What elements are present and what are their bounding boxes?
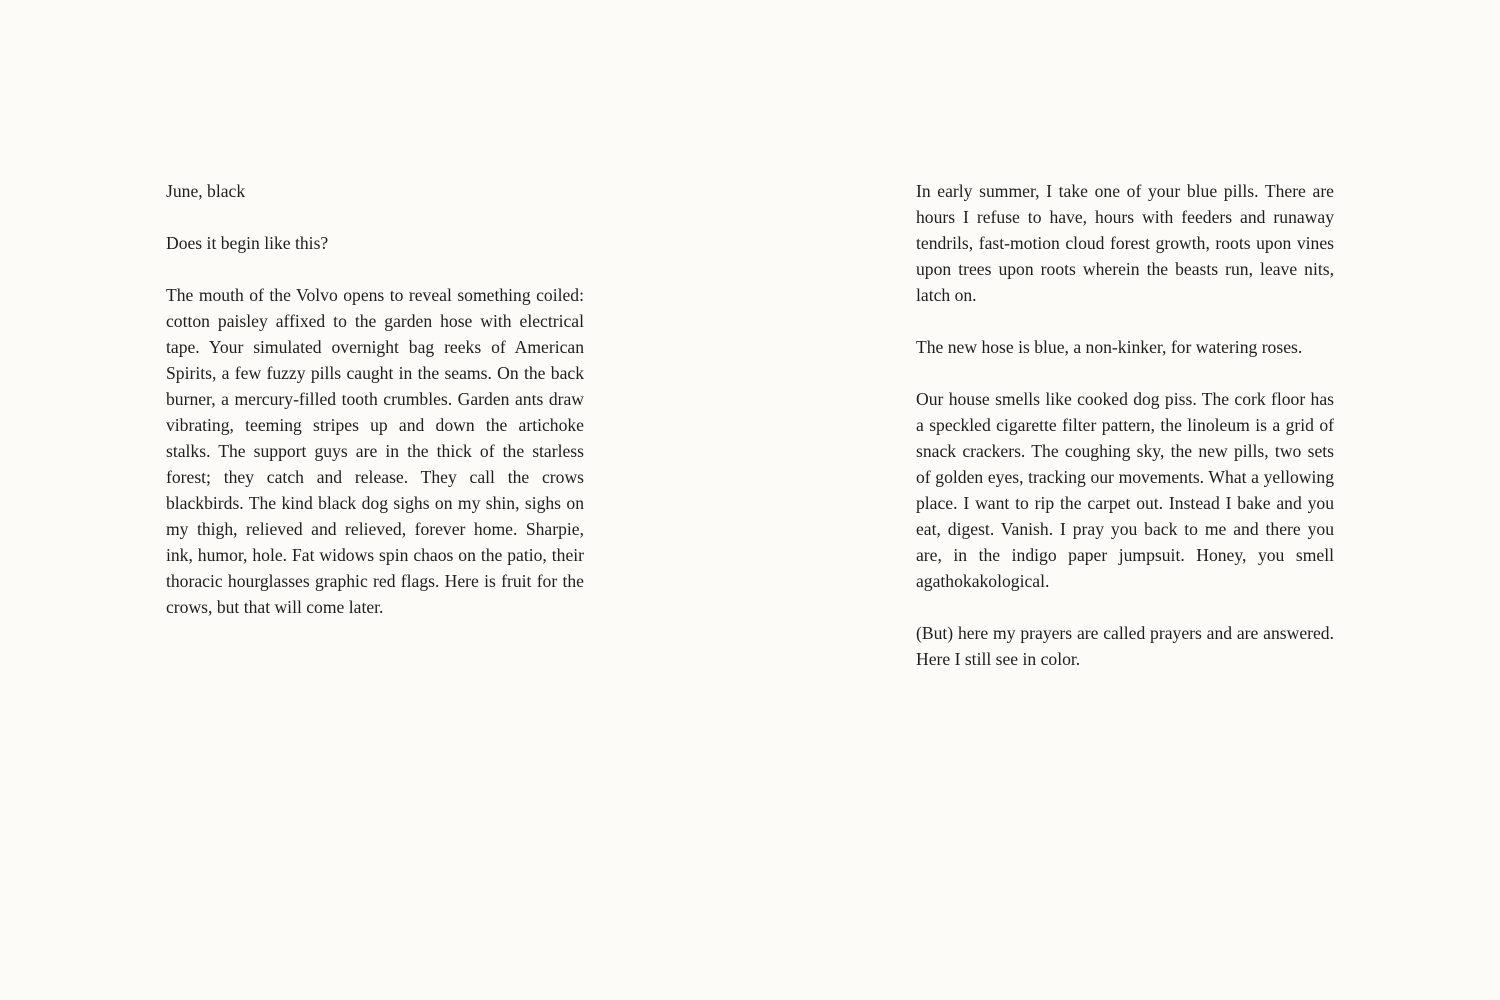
poem-title: June, black: [166, 181, 246, 201]
right-paragraph-1: In early summer, I take one of your blue pills. There are hours I refuse to have, hours with feeders and runaway tendrils, fast-motion cloud forest growth, roots upon vines upon trees upon roots wherein the beasts run, leave nits, latch on.: [916, 181, 1334, 305]
right-paragraph-2: The new hose is blue, a non-kinker, for watering roses.: [916, 337, 1303, 357]
left-page: [166, 178, 584, 646]
opening-question: Does it begin like this?: [166, 233, 329, 253]
left-paragraph-1: The mouth of the Volvo opens to reveal something coiled: cotton paisley affixed to the garden hose with electrical tape. Your simulated overnight bag reeks of American Spirits, a few fuzzy pills caught in the seams. On the back burner, a mercury-filled tooth crumbles. Garden ants draw vibrating, teeming stripes up and down the artichoke stalks. The support guys are in the thick of the starless forest; they catch and release. They call the crows blackbirds. The kind black dog sighs on my shin, sighs on my thigh, relieved and relieved, forever home. Sharpie, ink, humor, hole. Fat widows spin chaos on the patio, their thoracic hourglasses graphic red flags. Here is fruit for the crows, but that will come later.: [166, 285, 584, 617]
right-paragraph-3: Our house smells like cooked dog piss. The cork floor has a speckled cigarette filter pattern, the linoleum is a grid of snack crackers. The coughing sky, the new pills, two sets of golden eyes, tracking our movements. What a yellowing place. I want to rip the carpet out. Instead I bake and you eat, digest. Vanish. I pray you back to me and there you are, in the indigo paper jumpsuit. Honey, you smell agathokakological.: [916, 389, 1334, 591]
right-paragraph-4: (But) here my prayers are called prayers and are answered. Here I still see in color.: [916, 623, 1334, 669]
right-page: [916, 178, 1334, 698]
